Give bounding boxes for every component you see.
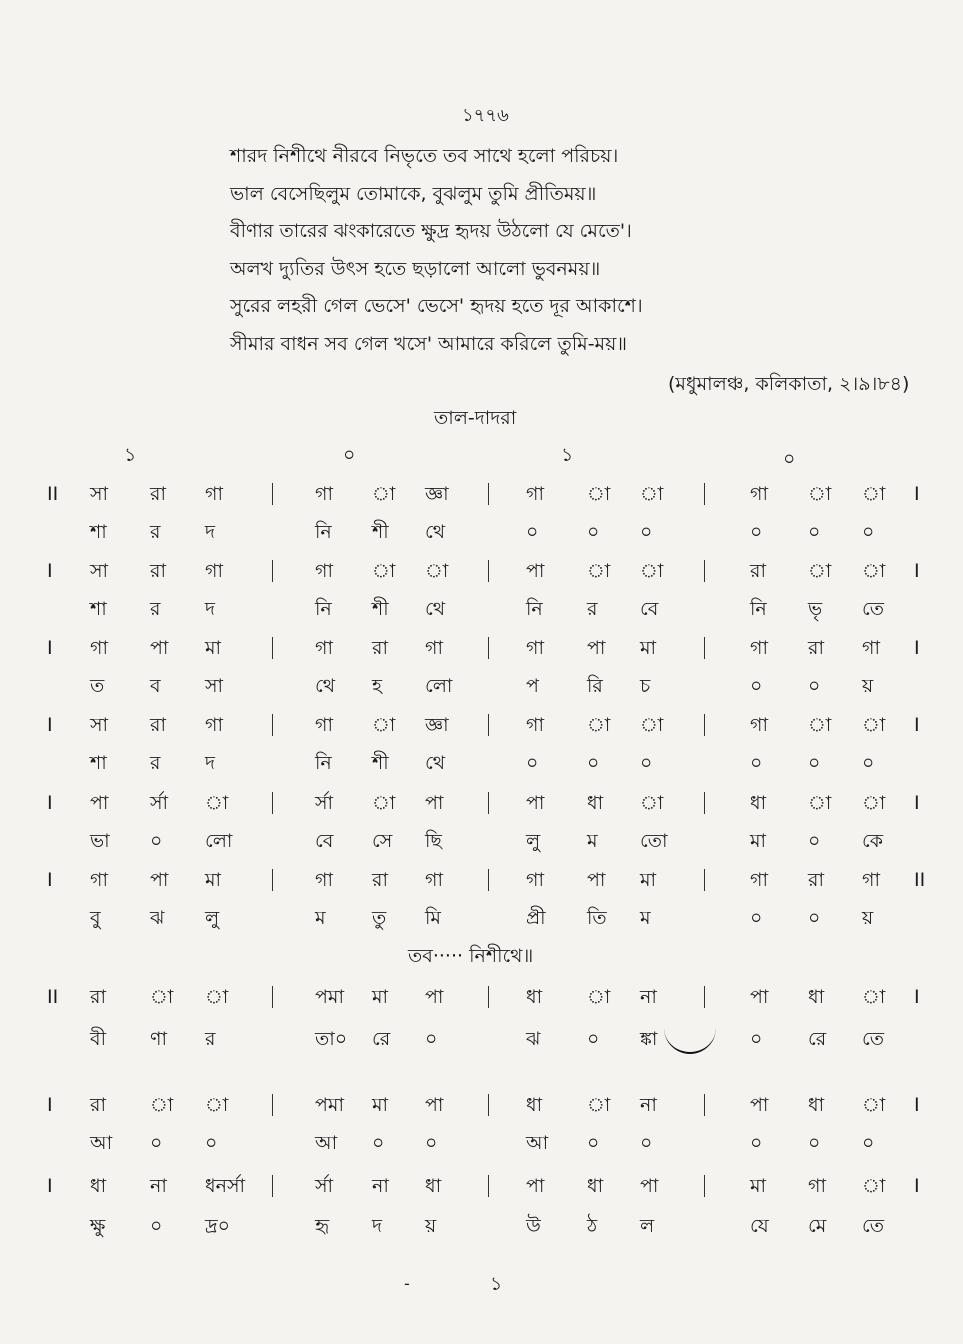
note-cell: া xyxy=(808,560,832,582)
lyric-cell: শা xyxy=(90,521,107,543)
bar-line-end: I xyxy=(914,986,920,1008)
division-bar xyxy=(488,637,489,659)
note-cell: ধা xyxy=(526,1094,543,1116)
division-bar xyxy=(488,714,489,736)
note-cell: মা xyxy=(372,1094,389,1116)
lyric-cell: শী xyxy=(372,598,389,620)
division-bar xyxy=(704,792,705,814)
note-cell: মা xyxy=(205,637,222,659)
lyric-cell: ০ xyxy=(808,521,821,543)
lyric-cell: ০ xyxy=(808,752,821,774)
beat-marker: ১ xyxy=(561,444,574,466)
division-bar xyxy=(704,714,705,736)
lyric-cell: ঙ্কা xyxy=(640,1028,658,1050)
note-cell: পা xyxy=(526,792,545,814)
division-bar xyxy=(272,869,273,891)
lyric-cell: লো xyxy=(425,675,453,697)
note-cell: া xyxy=(425,560,449,582)
lyric-cell: তা০ xyxy=(315,1028,348,1050)
note-cell: পা xyxy=(90,792,109,814)
poem-line: অলখ দ্যুতির উৎস হতে ছড়ালো আলো ভুবনময়॥ xyxy=(230,257,601,280)
division-bar xyxy=(704,637,705,659)
lyric-cell: ০ xyxy=(808,675,821,697)
lyric-cell: ০ xyxy=(587,752,600,774)
note-cell: া xyxy=(372,714,396,736)
note-cell: রা xyxy=(150,560,166,582)
note-cell: ধা xyxy=(750,792,767,814)
note-cell: র্সা xyxy=(150,792,169,814)
note-cell: গা xyxy=(315,637,333,659)
lyric-cell: ০ xyxy=(425,1028,438,1050)
note-cell: ধা xyxy=(425,1175,442,1197)
division-bar xyxy=(488,986,489,1008)
note-cell: া xyxy=(587,1094,611,1116)
lyric-cell: ০ xyxy=(808,1132,821,1154)
lyric-cell: ক্ষু xyxy=(90,1215,106,1237)
note-cell: গা xyxy=(526,483,544,505)
lyric-cell: তে xyxy=(862,1215,884,1237)
lyric-cell: ০ xyxy=(150,830,163,852)
note-cell: সা xyxy=(90,714,109,736)
lyric-cell: দ xyxy=(205,752,215,774)
note-cell: া xyxy=(587,986,611,1008)
lyric-cell: মে xyxy=(808,1215,827,1237)
note-cell: রা xyxy=(372,637,388,659)
note-cell: া xyxy=(862,1175,886,1197)
lyric-cell: ০ xyxy=(640,521,653,543)
note-cell: গা xyxy=(315,483,333,505)
note-cell: া xyxy=(640,560,664,582)
lyric-cell: হৃ xyxy=(315,1215,330,1237)
poem-line: সীমার বাধন সব গেল খসে' আমারে করিলে তুমি-ময়॥ xyxy=(230,332,628,355)
note-cell: া xyxy=(587,560,611,582)
note-cell: ধা xyxy=(526,986,543,1008)
note-cell: ধা xyxy=(90,1175,107,1197)
note-cell: ধনর্সা xyxy=(205,1175,246,1197)
note-cell: ধা xyxy=(587,792,604,814)
lyric-cell: ০ xyxy=(587,521,600,543)
lyric-cell: র xyxy=(150,752,161,774)
footer-mark: - xyxy=(404,1274,410,1293)
note-cell: পা xyxy=(587,637,606,659)
poem-line: বীণার তারের ঝংকারেতে ক্ষুদ্র হৃদয় উঠলো যে মেতে'। xyxy=(230,220,632,242)
beat-marker: ০ xyxy=(783,448,796,470)
source-citation: (মধুমালঞ্চ, কলিকাতা, ২।৯।৮৪) xyxy=(668,373,910,395)
note-cell: গা xyxy=(750,483,768,505)
note-cell: গা xyxy=(862,869,880,891)
note-cell: া xyxy=(862,1094,886,1116)
lyric-cell: শা xyxy=(90,598,107,620)
division-bar xyxy=(488,792,489,814)
lyric-cell: ম xyxy=(315,907,326,929)
note-cell: া xyxy=(640,792,664,814)
lyric-cell: মা xyxy=(750,830,767,852)
note-cell: া xyxy=(640,714,664,736)
lyric-cell: ভা xyxy=(90,830,110,852)
note-cell: না xyxy=(640,986,657,1008)
bar-line-start: I xyxy=(47,1094,53,1116)
note-cell: রা xyxy=(808,637,824,659)
lyric-cell: ঝ xyxy=(526,1028,541,1050)
note-cell: া xyxy=(372,792,396,814)
lyric-cell: ণা xyxy=(150,1028,167,1050)
note-cell: সা xyxy=(90,483,109,505)
note-cell: র্সা xyxy=(315,1175,334,1197)
lyric-cell: ঝ xyxy=(150,907,165,929)
division-bar xyxy=(272,637,273,659)
lyric-cell: শী xyxy=(372,521,389,543)
note-cell: জ্ঞা xyxy=(425,714,449,736)
note-cell: গা xyxy=(750,714,768,736)
lyric-cell: আ xyxy=(315,1132,338,1154)
division-bar xyxy=(704,869,705,891)
tala-heading: তাল-দাদরা xyxy=(434,407,517,429)
bar-line-end: I xyxy=(914,560,920,582)
note-cell: া xyxy=(862,560,886,582)
lyric-cell: রে xyxy=(372,1028,391,1050)
bar-line-start: I xyxy=(47,792,53,814)
bar-line-end: I xyxy=(914,714,920,736)
note-cell: পা xyxy=(425,792,444,814)
note-cell: া xyxy=(205,1094,229,1116)
division-bar xyxy=(488,869,489,891)
lyric-cell: ম xyxy=(587,830,598,852)
note-cell: গা xyxy=(425,637,443,659)
lyric-cell: ০ xyxy=(526,752,539,774)
lyric-cell: ০ xyxy=(862,752,875,774)
lyric-cell: শা xyxy=(90,752,107,774)
bar-line-end: I xyxy=(914,483,920,505)
note-cell: না xyxy=(150,1175,167,1197)
lyric-cell: থে xyxy=(425,521,446,543)
lyric-cell: দ্র০ xyxy=(205,1215,230,1237)
note-cell: র্সা xyxy=(315,792,334,814)
lyric-cell: সা xyxy=(205,675,224,697)
note-cell: গা xyxy=(526,869,544,891)
lyric-cell: তে xyxy=(862,1028,884,1050)
note-cell: রা xyxy=(808,869,824,891)
lyric-cell: শী xyxy=(372,752,389,774)
lyric-cell: যে xyxy=(750,1215,769,1237)
bar-line-end: I xyxy=(914,792,920,814)
beat-marker: ১ xyxy=(124,444,137,466)
lyric-cell: ব xyxy=(150,675,161,697)
lyric-cell: থে xyxy=(425,598,446,620)
beat-marker: ০ xyxy=(343,444,356,466)
lyric-cell: র xyxy=(587,598,598,620)
note-cell: পা xyxy=(150,637,169,659)
song-number: ১৭৭৬ xyxy=(462,105,509,126)
lyric-cell: ত xyxy=(90,675,105,697)
note-cell: মা xyxy=(640,869,657,891)
division-bar xyxy=(488,1175,489,1197)
note-cell: গা xyxy=(315,714,333,736)
division-bar xyxy=(704,986,705,1008)
note-cell: রা xyxy=(150,483,166,505)
lyric-cell: তো xyxy=(640,830,668,852)
lyric-cell: আ xyxy=(526,1132,549,1154)
lyric-cell: নি xyxy=(315,598,332,620)
note-cell: রা xyxy=(750,560,766,582)
bar-line-end: I xyxy=(914,637,920,659)
lyric-cell: ০ xyxy=(150,1215,163,1237)
lyric-cell: আ xyxy=(90,1132,113,1154)
division-bar xyxy=(488,483,489,505)
lyric-cell: ০ xyxy=(750,752,763,774)
note-cell: মা xyxy=(750,1175,767,1197)
lyric-cell: বে xyxy=(640,598,659,620)
lyric-cell: তু xyxy=(372,907,387,929)
lyric-cell: সে xyxy=(372,830,393,852)
note-cell: মা xyxy=(372,986,389,1008)
division-bar xyxy=(704,1175,705,1197)
note-cell: রা xyxy=(90,986,106,1008)
note-cell: া xyxy=(862,986,886,1008)
note-cell: রা xyxy=(150,714,166,736)
bar-line-end: II xyxy=(914,869,926,891)
lyric-cell: ০ xyxy=(372,1132,385,1154)
note-cell: ধা xyxy=(808,986,825,1008)
division-bar xyxy=(704,483,705,505)
note-cell: পা xyxy=(425,1094,444,1116)
note-cell: া xyxy=(862,714,886,736)
lyric-cell: ০ xyxy=(862,1132,875,1154)
note-cell: া xyxy=(205,792,229,814)
division-bar xyxy=(272,483,273,505)
lyric-cell: ০ xyxy=(808,830,821,852)
note-cell: মা xyxy=(205,869,222,891)
note-cell: গা xyxy=(750,869,768,891)
lyric-cell: য় xyxy=(425,1215,437,1237)
lyric-cell: ০ xyxy=(587,1132,600,1154)
bar-line-start: II xyxy=(47,483,59,505)
division-bar xyxy=(272,1094,273,1116)
note-cell: া xyxy=(808,483,832,505)
poem-line: সুরের লহরী গেল ভেসে' ভেসে' হৃদয় হতে দূর আকাশে। xyxy=(230,295,643,317)
lyric-cell: ০ xyxy=(750,521,763,543)
bar-line-start: I xyxy=(47,637,53,659)
note-cell: গা xyxy=(750,637,768,659)
lyric-cell: হ xyxy=(372,675,382,697)
lyric-cell: ০ xyxy=(205,1132,218,1154)
note-cell: া xyxy=(862,792,886,814)
lyric-cell: র xyxy=(150,521,161,543)
note-cell: গা xyxy=(808,1175,826,1197)
lyric-cell: য় xyxy=(862,675,874,697)
note-cell: পা xyxy=(526,1175,545,1197)
lyric-cell: ০ xyxy=(750,907,763,929)
lyric-cell: কে xyxy=(862,830,884,852)
tie-slur xyxy=(664,1026,716,1054)
lyric-cell: ০ xyxy=(526,521,539,543)
note-cell: গা xyxy=(90,637,108,659)
note-cell: সা xyxy=(90,560,109,582)
lyric-cell: থে xyxy=(425,752,446,774)
division-bar xyxy=(704,560,705,582)
lyric-cell: রি xyxy=(587,675,603,697)
note-cell: গা xyxy=(425,869,443,891)
poem-line: ভাল বেসেছিলুম তোমাকে, বুঝলুম তুমি প্রীতিময়॥ xyxy=(230,182,597,205)
lyric-cell: ০ xyxy=(750,1132,763,1154)
lyric-cell: বে xyxy=(315,830,334,852)
lyric-cell: দ xyxy=(205,598,215,620)
note-cell: গা xyxy=(315,560,333,582)
note-cell: পা xyxy=(425,986,444,1008)
lyric-cell: ০ xyxy=(587,1028,600,1050)
note-cell: পা xyxy=(526,560,545,582)
note-cell: পা xyxy=(750,1094,769,1116)
note-cell: গা xyxy=(205,560,223,582)
lyric-cell: লো xyxy=(205,830,233,852)
lyric-cell: ০ xyxy=(750,675,763,697)
note-cell: রা xyxy=(372,869,388,891)
note-cell: া xyxy=(808,714,832,736)
lyric-cell: দ xyxy=(205,521,215,543)
lyric-cell: থে xyxy=(315,675,336,697)
lyric-cell: নি xyxy=(526,598,543,620)
note-cell: জ্ঞা xyxy=(425,483,449,505)
note-cell: পা xyxy=(640,1175,659,1197)
note-cell: গা xyxy=(205,483,223,505)
lyric-cell: ছি xyxy=(425,830,442,852)
division-bar xyxy=(272,986,273,1008)
division-bar xyxy=(272,714,273,736)
note-cell: া xyxy=(587,714,611,736)
note-cell: পমা xyxy=(315,1094,344,1116)
lyric-cell: উ xyxy=(526,1215,541,1237)
refrain-line: তব····· নিশীথে॥ xyxy=(408,945,534,967)
lyric-cell: ০ xyxy=(640,1132,653,1154)
division-bar xyxy=(272,560,273,582)
bar-line-end: I xyxy=(914,1175,920,1197)
note-cell: গা xyxy=(90,869,108,891)
lyric-cell: ঠ xyxy=(587,1215,598,1237)
lyric-cell: ০ xyxy=(808,907,821,929)
note-cell: পা xyxy=(150,869,169,891)
lyric-cell: য় xyxy=(862,907,874,929)
poem-line: শারদ নিশীথে নীরবে নিভৃতে তব সাথে হলো পরিচয়। xyxy=(230,145,619,167)
note-cell: রা xyxy=(90,1094,106,1116)
note-cell: পা xyxy=(587,869,606,891)
lyric-cell: ম xyxy=(640,907,651,929)
note-cell: না xyxy=(640,1094,657,1116)
lyric-cell: বী xyxy=(90,1028,107,1050)
note-cell: পমা xyxy=(315,986,344,1008)
bar-line-end: I xyxy=(914,1094,920,1116)
note-cell: া xyxy=(372,560,396,582)
note-cell: া xyxy=(150,1094,174,1116)
division-bar xyxy=(704,1094,705,1116)
bar-line-start: I xyxy=(47,1175,53,1197)
poem-block xyxy=(230,144,643,369)
lyric-cell: ভৃ xyxy=(808,598,823,620)
bar-line-start: I xyxy=(47,869,53,891)
lyric-cell: ল xyxy=(640,1215,655,1237)
lyric-cell: নি xyxy=(750,598,767,620)
note-cell: গা xyxy=(526,714,544,736)
note-cell: গা xyxy=(862,637,880,659)
lyric-cell: মি xyxy=(425,907,441,929)
lyric-cell: ০ xyxy=(750,1028,763,1050)
note-cell: ধা xyxy=(587,1175,604,1197)
note-cell: া xyxy=(862,483,886,505)
note-cell: পা xyxy=(750,986,769,1008)
division-bar xyxy=(272,1175,273,1197)
note-cell: া xyxy=(205,986,229,1008)
page-number: ১ xyxy=(490,1273,503,1295)
note-cell: গা xyxy=(315,869,333,891)
bar-line-start: II xyxy=(47,986,59,1008)
division-bar xyxy=(488,1094,489,1116)
lyric-cell: রে xyxy=(808,1028,827,1050)
bar-line-start: I xyxy=(47,714,53,736)
lyric-cell: প xyxy=(526,675,539,697)
note-cell: া xyxy=(150,986,174,1008)
bar-line-start: I xyxy=(47,560,53,582)
lyric-cell: ০ xyxy=(640,752,653,774)
note-cell: না xyxy=(372,1175,389,1197)
note-cell: গা xyxy=(205,714,223,736)
division-bar xyxy=(272,792,273,814)
division-bar xyxy=(488,560,489,582)
note-cell: া xyxy=(372,483,396,505)
lyric-cell: তে xyxy=(862,598,884,620)
lyric-cell: চ xyxy=(640,675,651,697)
lyric-cell: লু xyxy=(526,830,541,852)
note-cell: া xyxy=(587,483,611,505)
lyric-cell: নি xyxy=(315,521,332,543)
lyric-cell: লু xyxy=(205,907,220,929)
note-cell: গা xyxy=(526,637,544,659)
lyric-cell: তি xyxy=(587,907,607,929)
note-cell: মা xyxy=(640,637,657,659)
lyric-cell: প্রী xyxy=(526,907,546,929)
lyric-cell: দ xyxy=(372,1215,382,1237)
lyric-cell: ০ xyxy=(425,1132,438,1154)
note-cell: া xyxy=(808,792,832,814)
lyric-cell: র xyxy=(150,598,161,620)
lyric-cell: ০ xyxy=(862,521,875,543)
note-cell: ধা xyxy=(808,1094,825,1116)
lyric-cell: নি xyxy=(315,752,332,774)
lyric-cell: ০ xyxy=(150,1132,163,1154)
lyric-cell: র xyxy=(205,1028,216,1050)
note-cell: া xyxy=(640,483,664,505)
lyric-cell: বু xyxy=(90,907,101,929)
